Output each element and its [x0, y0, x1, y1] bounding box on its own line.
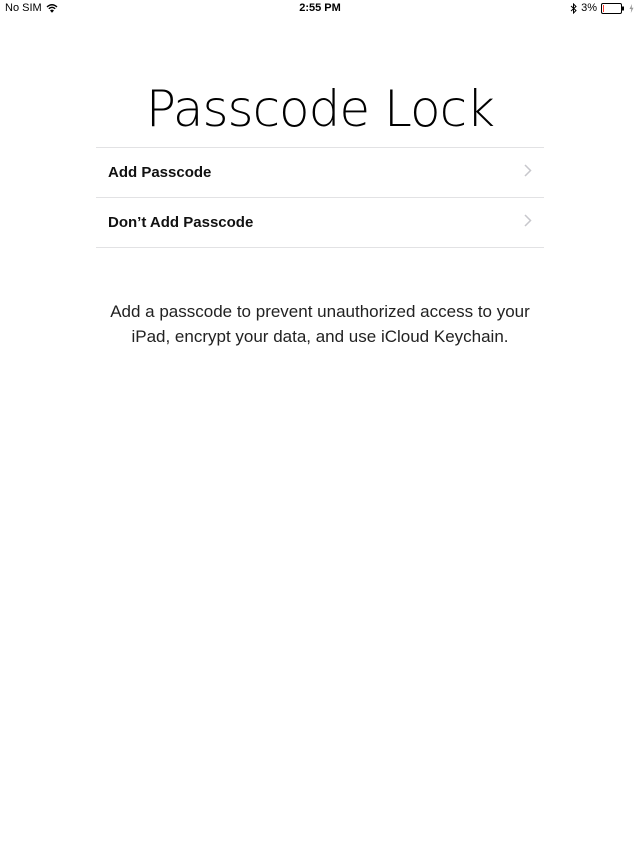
chevron-right-icon [524, 214, 532, 232]
option-label: Add Passcode [108, 164, 212, 181]
passcode-options-list [96, 147, 544, 248]
page-title: Passcode Lock [145, 80, 495, 138]
battery-icon [601, 3, 625, 14]
charging-icon [629, 4, 634, 13]
description-line-1: Add a passcode to prevent unauthorized access to your [110, 302, 530, 321]
add-passcode-option[interactable] [96, 148, 544, 198]
passcode-description [96, 299, 544, 349]
status-right [570, 2, 634, 14]
chevron-right-icon [524, 164, 532, 182]
carrier-label: No SIM [5, 2, 42, 14]
bluetooth-icon [570, 3, 577, 14]
battery-percent: 3% [581, 2, 597, 14]
option-label: Don’t Add Passcode [108, 214, 254, 231]
clock: 2:55 PM [299, 2, 341, 14]
dont-add-passcode-option[interactable] [96, 198, 544, 248]
status-bar [0, 0, 640, 18]
description-line-2: iPad, encrypt your data, and use iCloud Keychain. [131, 327, 509, 346]
